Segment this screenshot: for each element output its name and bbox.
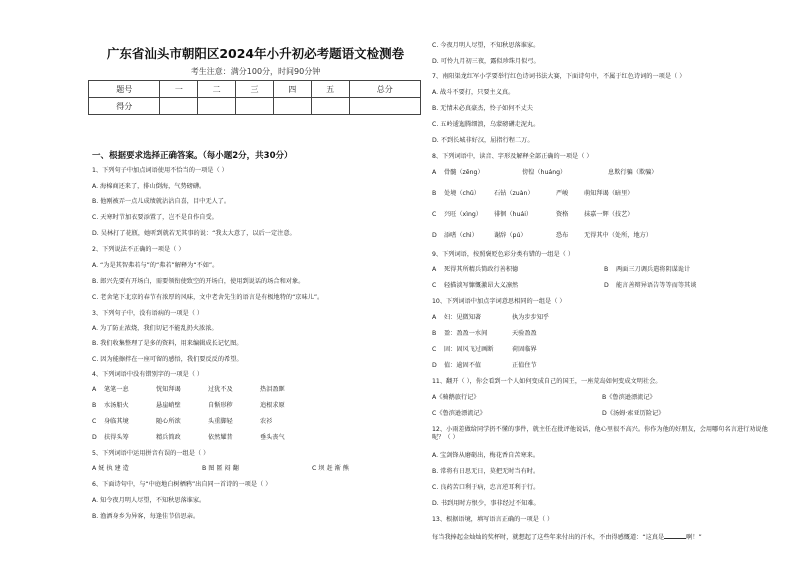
option-line: A. 战斗不要打，只要主义真。 [432,89,515,96]
question-line: 8、下列词语中，读音、字形及解释全部正确的一项是（ ） [432,153,593,160]
option-line: B. 渔洒身乡为异客，每逢佳节倍思亲。 [92,513,200,520]
option-letter: B [432,190,437,197]
score-table [88,80,421,115]
score-table-header [89,81,421,98]
word: 资格 [556,211,569,218]
word: 热泪盈眶 [260,386,285,393]
option-letter: B [92,402,97,409]
word: 恐布 [556,232,569,239]
word: 天验盈盈 [512,330,537,337]
word: 妇：见微知著 [444,314,482,321]
table-cell: 题号 [89,81,160,98]
table-cell: 五 [311,81,349,98]
question-line: 12、小雨差做给同学扔不懂的事件，就主任在批评他说话，他心里很不高兴。你作为他的好朋友，会用哪句名言进行劝说他呢？（ ） [432,426,768,441]
option-line: B. 无情未必真豪杰，怜子如何不丈夫 [432,105,533,112]
option-row [432,282,696,290]
question-line: 7、南阳渠龙红军小学要举行红色诗词书法大赛，下面诗句中，不属于红色诗词的一项是（ ） [432,73,686,80]
question-line: 10、下列词语中加点字词意思相同的一组是（ ） [432,298,566,305]
option-row [92,386,312,394]
option-letter: C [432,282,437,289]
word: 谢辞（pú） [494,232,527,239]
word: 正值住节 [512,362,537,369]
option: B《鲁滨逊漂流记》 [602,394,656,401]
score-cell[interactable] [160,98,198,115]
option-letter: A [432,169,437,176]
option-letter: B [604,266,609,273]
word: 过犹不及 [208,386,233,393]
word: 追根求原 [260,402,285,409]
option-line: A. 为了防止浓烧，我们切记不能乱扔火浓浓。 [92,325,218,332]
option-letter: C [92,418,97,425]
section-title: 一、根据要求选择正确答案。（每小题2分，共30分） [92,151,293,161]
table-cell: 一 [160,81,198,98]
question-text-part: 啊！” [686,534,702,541]
word: 随心所欲 [156,418,181,425]
word: 萌知拜谒（暗里） [584,190,634,197]
option-letter: D [604,282,609,289]
word: 徘徊（huái） [494,211,533,218]
option-text: 两面三刀调兵遣将阴谋诡计 [616,266,691,273]
option-text: 能言善辩异语告等等而等其谈 [616,282,697,289]
option-row [92,402,312,410]
option-line: D. 不到长城非好汉，屈指行程二万。 [432,137,534,144]
option-row [432,330,537,338]
score-cell[interactable] [273,98,311,115]
option-row [92,465,412,473]
option-line: B. 他刚被弄一点儿成绩就沾沾自喜，目中无人了。 [92,198,231,205]
option-line: D. 可怜九月初三夜，露似珍珠月似弓。 [432,58,540,65]
table-cell: 四 [273,81,311,98]
question-line: 1、下列句子中加点词语使用不恰当的一项是（ ） [92,167,228,174]
question-line: 13、根据语境，填写语言正确的一项是（ ） [432,516,554,523]
question-line: 3、下列句子中，没有语病的一项是（ ） [92,310,204,317]
word: 恍知拜谒 [156,386,181,393]
option-line: B. 我们收集整理了是多的资料，用来编辑成长记忆图。 [92,340,243,347]
option-letter: D [432,362,437,369]
table-cell: 二 [198,81,236,98]
option-row [432,169,658,177]
score-cell[interactable] [311,98,349,115]
question-line: 4、下列词语中没有错别字的一项是（ ） [92,371,204,378]
option-line: D. 书到用时方恨少，事非经过不知难。 [432,500,540,507]
word: 自惭形秽 [208,402,233,409]
word: 依然耀昔 [208,434,233,441]
table-cell: 总分 [349,81,421,98]
word: 值：逾固不值 [444,362,482,369]
word: 扶得头筹 [104,434,129,441]
word: 执为步步知乎 [512,314,550,321]
word: 严峻 [556,190,569,197]
question-text-part: 每当我捧起金灿灿的奖杯时，就想起了这些年来付出的汗水，不由得感慨道：“这真是 [432,534,665,541]
word: 精兵简政 [156,434,181,441]
option-line: C. 因为能擦拌在一座可留的感悟，我们要反反的希望。 [92,356,243,363]
word: 身临其境 [104,418,129,425]
option-letter: C [432,211,437,218]
word: 处境（chǔ） [444,190,480,197]
question-line: 9、下列词语，按照褒贬色彩分类有错的一组是（ ） [432,251,575,258]
word: 石钻（zuàn） [494,190,534,197]
option-row [432,314,549,322]
option-line: B. 郎兴先要有开场白，需要领衔使致空的开场白，使用到说话的场合和对象。 [92,278,305,285]
word: 无得其中（处所，地方） [584,232,653,239]
option-letter: D [432,232,437,239]
word: 傍徨（huáng） [522,169,567,176]
option-row [432,394,656,402]
option-letter: C [432,346,437,353]
option: A 妩 执 建 造 [92,465,129,472]
option-row [92,418,312,426]
option-line: D. 吴林打了花瓶，她听到就若无其事的说：“我太大意了，以后一定注意。 [92,230,296,237]
question-line: 6、下面诗句中，与“中庭地白树栖鸦”出自同一首诗的一项是（ ） [92,481,272,488]
option-line: C. 五岭逶迤腾细浪，乌蒙磅礴走泥丸。 [432,121,540,128]
option-line: A. 宝剑锋从磨砺出，梅花香自苦寒来。 [432,452,540,459]
option-row [432,346,537,354]
score-table-row [89,98,421,115]
option-line: A. “为是其智弗若与”的“弗若”解释为“不如”。 [92,262,219,269]
option: A《骑鹅旅行记》 [432,394,480,401]
answer-blank[interactable] [664,532,686,539]
option-row [432,266,690,274]
word: 笔笔一息 [104,386,129,393]
option-row [92,434,312,442]
question-line: 2、下列说法不正确的一项是（ ） [92,246,185,253]
option: B 图 匿 闷 翻 [202,465,239,472]
option: C《鲁滨逊漂流记》 [432,410,486,417]
option-text: 轻描淡写慷慨激昂大义凛然 [444,282,519,289]
word: 息欺行骗（欺骗） [608,169,658,176]
option-line: C. 今夜月明人尽望，不知秋思落谁家。 [432,42,540,49]
option-text: 死得其所精兵简政行善积德 [444,266,519,273]
word: 农衫 [260,418,273,425]
word: 垂头丧气 [260,434,285,441]
word: 骨髓（zēng） [444,169,484,176]
question-text [432,532,702,542]
word: 水汤船火 [104,402,129,409]
word: 悬崖峭壁 [156,402,181,409]
word: 添嗜（chì） [444,232,478,239]
option-row [432,232,652,240]
option-line: B. 常将有日思无日，莫把无时当有时。 [432,468,540,475]
option-letter: B [432,330,437,337]
word: 荷固临界 [512,346,537,353]
option-row [432,190,634,198]
question-line: 5、下列词语中运用拼音有误的一组是（ ） [92,450,210,457]
question-line: 11、翻开（ ），你会看到一个人如何变成自己的国王，一座荒岛如何变成文明社会。 [432,378,662,385]
option-letter: A [432,266,437,273]
option-row [432,362,537,370]
score-cell[interactable] [349,98,421,115]
option-line: C. 老舍笔下北京的春节有浓厚的风味，文中老舍先生的语言是有极地特的“京味儿”。 [92,294,324,301]
option-letter: D [92,434,97,441]
exam-notice: 考生注意：满分100分，时间90分钟 [190,67,321,76]
option-row [432,211,634,219]
option-letter: A [92,386,97,393]
option-line: C. 天寒时节加衣要添置了，岂不是自作自受。 [92,214,218,221]
option-row [432,410,664,418]
word: 头重脚轻 [208,418,233,425]
word: 抹嘉一辉（技艺） [584,211,634,218]
table-cell: 三 [236,81,274,98]
word: 固：固风飞过画断 [444,346,494,353]
word: 盈：盈盈一水间 [444,330,488,337]
score-cell[interactable] [198,98,236,115]
table-cell: 得分 [89,98,160,115]
score-cell[interactable] [236,98,274,115]
option-line: C. 良药苦口利于病，忠言逆耳利于行。 [432,484,540,491]
option-line: A. 海棉商还来了，排山倒海，气势磅礴。 [92,183,206,190]
page-title: 广东省汕头市朝阳区2024年小升初必考题语文检测卷 [106,46,405,61]
option: D《汤姆·索亚历险记》 [602,410,665,417]
option-line: A. 知令夜月明人尽望，不知秋思落谁家。 [92,497,206,504]
option: C 坝 赶 渐 熊 [312,465,349,472]
option-letter: A [432,314,437,321]
word: 兴旺（xìng） [444,211,482,218]
